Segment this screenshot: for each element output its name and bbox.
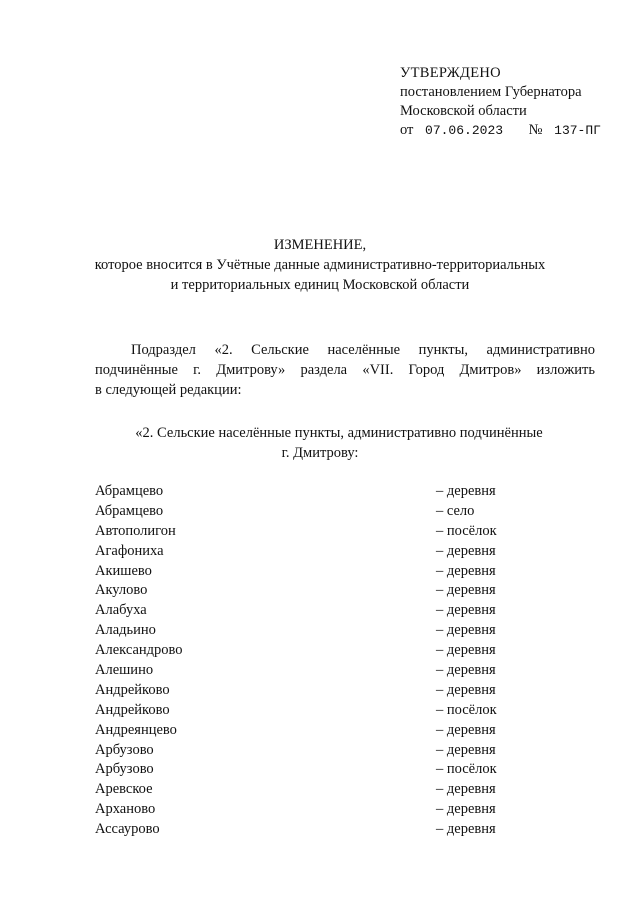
approval-heading: УТВЕРЖДЕНО: [400, 65, 501, 81]
paragraph-word: Подраздел: [131, 342, 196, 358]
paragraph-line-2: [95, 360, 595, 380]
settlement-row: [95, 800, 515, 820]
settlement-row: [95, 562, 515, 582]
settlement-row: [95, 621, 515, 641]
title-sub-1: которое вносится в Учётные данные административно-территориальных: [94, 257, 546, 273]
settlement-name: Арбузово: [95, 741, 154, 758]
settlement-row: [95, 581, 515, 601]
paragraph-line-1: [95, 340, 595, 360]
settlement-type: – деревня: [436, 662, 496, 679]
settlement-type: – деревня: [436, 542, 496, 559]
paragraph-word: «VII.: [362, 362, 394, 378]
settlement-row: [95, 760, 515, 780]
paragraph-word: Дмитров»: [459, 362, 522, 378]
settlement-type: – деревня: [436, 721, 496, 738]
settlement-type: – деревня: [436, 741, 496, 758]
settlement-name: Ассаурово: [95, 821, 160, 838]
settlement-type: – посёлок: [436, 761, 497, 778]
paragraph-word: Город: [408, 362, 445, 378]
settlement-row: [95, 522, 515, 542]
settlement-type: – деревня: [436, 602, 496, 619]
settlement-type: – деревня: [436, 801, 496, 818]
approval-line-1: постановлением Губернатора: [400, 84, 582, 100]
settlement-row: [95, 721, 515, 741]
settlement-name: Абрамцево: [95, 502, 164, 519]
settlement-list: [95, 482, 515, 840]
settlement-name: Арбузово: [95, 761, 154, 778]
subheading-line-2: г. Дмитрову:: [281, 445, 359, 461]
approval-line-2: Московской области: [400, 103, 527, 119]
subheading-line-1: «2. Сельские населённые пункты, административно подчинённые: [135, 425, 543, 441]
settlement-name: Андреянцево: [95, 721, 177, 738]
settlement-type: – деревня: [436, 562, 496, 579]
settlement-row: [95, 701, 515, 721]
settlement-type: – посёлок: [436, 701, 497, 718]
paragraph-word: подчинённые: [95, 362, 178, 378]
document-title: [0, 235, 640, 295]
settlement-row: [95, 502, 515, 522]
approval-from-prefix: от: [400, 122, 414, 138]
settlement-type: – деревня: [436, 622, 496, 639]
settlement-row: [95, 820, 515, 840]
settlement-row: [95, 780, 515, 800]
settlement-name: Аревское: [95, 781, 153, 798]
paragraph-word: Сельские: [251, 342, 309, 358]
settlement-name: Андрейково: [95, 701, 170, 718]
paragraph-word: Дмитрову»: [216, 362, 286, 378]
settlement-row: [95, 741, 515, 761]
settlement-row: [95, 482, 515, 502]
settlement-type: – деревня: [436, 642, 496, 659]
settlement-row: [95, 661, 515, 681]
paragraph-word: изложить: [536, 362, 595, 378]
settlement-type: – деревня: [436, 582, 496, 599]
settlement-type: – посёлок: [436, 522, 497, 539]
intro-paragraph: [95, 340, 595, 400]
approval-block: [400, 64, 601, 140]
paragraph-word: административно: [486, 342, 595, 358]
settlement-name: Акишево: [95, 562, 152, 579]
settlement-type: – село: [436, 502, 475, 519]
settlement-name: Абрамцево: [95, 483, 164, 499]
settlement-type: – деревня: [436, 821, 496, 838]
title-sub-2: и территориальных единиц Московской области: [170, 277, 470, 293]
settlement-name: Александрово: [95, 642, 183, 659]
settlement-type: – деревня: [436, 781, 496, 798]
settlement-row: [95, 681, 515, 701]
paragraph-word: пункты,: [418, 342, 468, 358]
paragraph-word: раздела: [300, 362, 348, 378]
settlement-name: Автополигон: [95, 522, 176, 539]
settlement-name: Агафониха: [95, 542, 164, 559]
settlement-name: Арханово: [95, 801, 156, 818]
settlement-row: [95, 542, 515, 562]
settlement-name: Акулово: [95, 582, 148, 599]
approval-reference: [400, 121, 601, 140]
settlement-name: Алешино: [95, 662, 154, 679]
settlement-row: [95, 641, 515, 661]
paragraph-word: населённые: [327, 342, 401, 358]
settlement-name: Андрейково: [95, 681, 170, 698]
settlement-type: – деревня: [436, 483, 496, 499]
settlement-name: Алабуха: [95, 602, 147, 619]
title-main: ИЗМЕНЕНИЕ,: [273, 237, 367, 253]
number-sign: №: [528, 122, 543, 138]
paragraph-word: г.: [193, 362, 202, 378]
paragraph-line-3: в следующей редакции:: [95, 382, 242, 398]
settlement-type: – деревня: [436, 681, 496, 698]
section-subheading: [0, 423, 640, 463]
settlement-row: [95, 601, 515, 621]
paragraph-word: «2.: [214, 342, 233, 358]
approval-number: 137-ПГ: [554, 123, 601, 138]
settlement-name: Аладьино: [95, 622, 156, 639]
approval-date: 07.06.2023: [425, 123, 504, 138]
